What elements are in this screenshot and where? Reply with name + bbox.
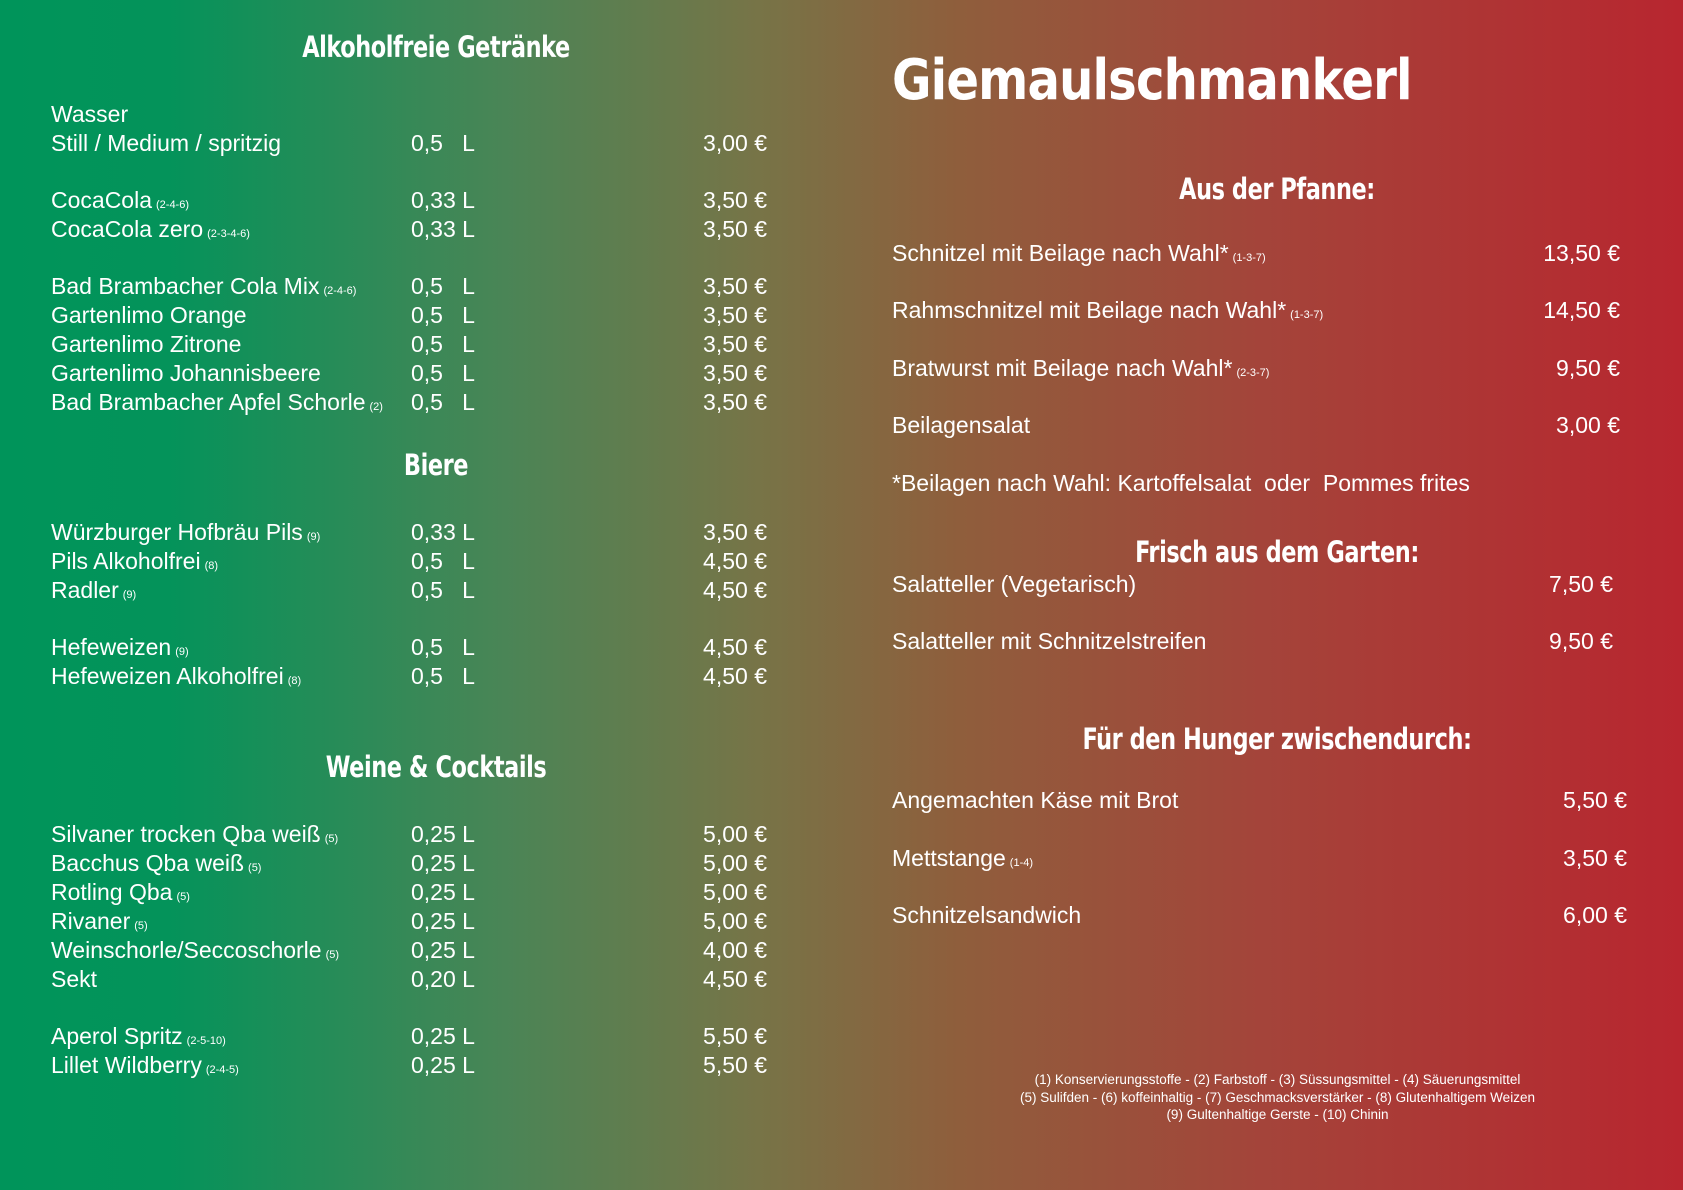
section-title-garten: Frisch aus dem Garten: [1135, 535, 1419, 569]
drink-row: Rotling Qba (5) 0,25 L 5,00 € [51, 879, 767, 905]
food-row: Beilagensalat 3,00 € [892, 412, 1620, 438]
drink-row: Bad Brambacher Cola Mix (2-4-6) 0,5 L 3,50 € [51, 273, 767, 299]
drink-row: Weinschorle/Seccoschorle (5) 0,25 L 4,00 € [51, 937, 767, 963]
drink-row: Silvaner trocken Qba weiß (5) 0,25 L 5,00 € [51, 821, 767, 847]
food-row: Salatteller (Vegetarisch) 7,50 € [892, 571, 1613, 597]
section-title-alkoholfrei: Alkoholfreie Getränke [302, 30, 570, 64]
food-row: Schnitzelsandwich 6,00 € [892, 902, 1627, 928]
drink-row: Lillet Wildberry (2-4-5) 0,25 L 5,50 € [51, 1052, 767, 1078]
food-row: Salatteller mit Schnitzelstreifen 9,50 € [892, 628, 1613, 654]
drink-row: CocaCola zero (2-3-4-6) 0,33 L 3,50 € [51, 216, 767, 242]
drink-row: Aperol Spritz (2-5-10) 0,25 L 5,50 € [51, 1023, 767, 1049]
footnote-line: (1) Konservierungsstoffe - (2) Farbstoff - (3) Süssungsmittel - (4) Säuerungsmittel [1034, 1072, 1521, 1087]
side-note: *Beilagen nach Wahl: Kartoffelsalat oder Pommes frites [892, 470, 1470, 496]
food-row: Bratwurst mit Beilage nach Wahl* (2-3-7) 9,50 € [892, 355, 1620, 381]
drink-row: Gartenlimo Johannisbeere 0,5 L 3,50 € [51, 360, 767, 386]
drink-row: Gartenlimo Orange 0,5 L 3,50 € [51, 302, 767, 328]
drink-row: Bacchus Qba weiß (5) 0,25 L 5,00 € [51, 850, 767, 876]
food-row: Mettstange (1-4) 3,50 € [892, 845, 1627, 871]
food-row: Schnitzel mit Beilage nach Wahl* (1-3-7) 13,50 € [892, 240, 1620, 266]
section-title-biere: Biere [403, 448, 469, 482]
drink-row: Still / Medium / spritzig 0,5 L 3,00 € [51, 130, 767, 156]
section-title-pfanne: Aus der Pfanne: [1179, 172, 1375, 206]
section-title-weine: Weine & Cocktails [325, 750, 547, 784]
allergen-footnotes [960, 1071, 1595, 1124]
drink-row: Pils Alkoholfrei (8) 0,5 L 4,50 € [51, 548, 767, 574]
footnote-line: (9) Gultenhaltige Gerste - (10) Chinin [1166, 1107, 1389, 1122]
drink-row: Hefeweizen (9) 0,5 L 4,50 € [51, 634, 767, 660]
drink-row: Würzburger Hofbräu Pils (9) 0,33 L 3,50 € [51, 519, 767, 545]
drink-row: Gartenlimo Zitrone 0,5 L 3,50 € [51, 331, 767, 357]
section-title-hunger: Für den Hunger zwischendurch: [1082, 722, 1472, 756]
drink-row: Rivaner (5) 0,25 L 5,00 € [51, 908, 767, 934]
drink-row: Bad Brambacher Apfel Schorle (2) 0,5 L 3,50 € [51, 389, 767, 415]
drink-row: Hefeweizen Alkoholfrei (8) 0,5 L 4,50 € [51, 663, 767, 689]
food-row: Angemachten Käse mit Brot 5,50 € [892, 787, 1627, 813]
food-row: Rahmschnitzel mit Beilage nach Wahl* (1-3-7) 14,50 € [892, 297, 1620, 323]
drink-row: CocaCola (2-4-6) 0,33 L 3,50 € [51, 187, 767, 213]
drink-row: Radler (9) 0,5 L 4,50 € [51, 577, 767, 603]
drink-row: Sekt 0,20 L 4,50 € [51, 966, 767, 992]
menu-title: Giemaulschmankerl [892, 48, 1412, 113]
footnote-line: (5) Sulifden - (6) koffeinhaltig - (7) Geschmacksverstärker - (8) Glutenhaltigem Weizen [1020, 1089, 1535, 1105]
